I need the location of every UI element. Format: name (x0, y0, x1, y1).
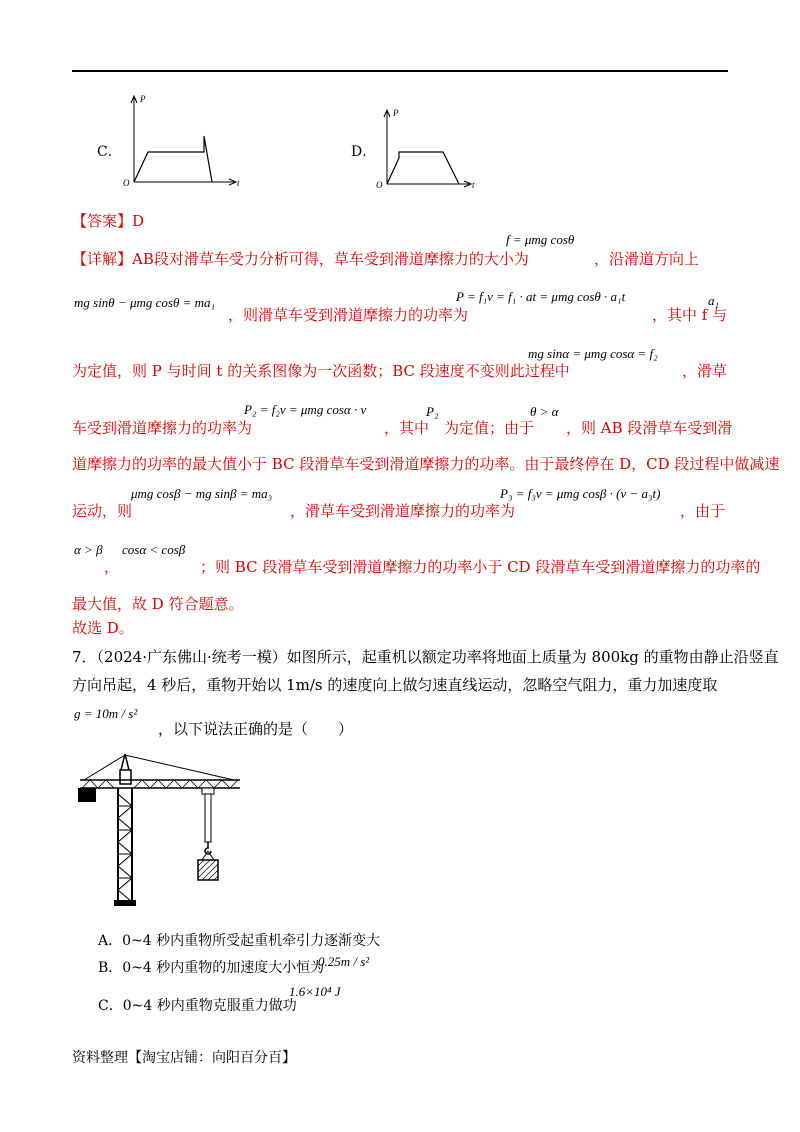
detail-text: 车受到滑道摩擦力的功率为 (72, 419, 253, 437)
detail-text: ， (104, 558, 120, 576)
detail-text: ；则 BC 段滑草车受到滑道摩擦力的功率小于 CD 段滑草车受到滑道摩擦力的功率的 (200, 558, 761, 576)
math-f: f = μmg cosθ (506, 232, 575, 247)
option-c: C．0~4 秒内重物克服重力做功 (98, 998, 297, 1014)
detail-text: 为定值，则 P 与时间 t 的关系图像为一次函数；BC 段速度不变则此过程中 (72, 362, 570, 380)
detail-text: 最大值，故 D 符合题意。 (72, 595, 244, 613)
option-c-label: C． (97, 144, 122, 160)
math-option-b: 0.25m / s² (318, 954, 370, 969)
question-7-text: 7．（2024·广东佛山·统考一模）如图所示，起重机以额定功率将地面上质量为 800kg 的重物由静止沿竖直 (72, 648, 779, 666)
math-power-cd: P₃ = f₃v = μmg cosβ · (v − a₃t) (500, 486, 661, 501)
math-gravity: g = 10m / s² (74, 706, 138, 721)
graph-c-curve (134, 136, 212, 182)
detail-text: ，其中 f 与 (652, 306, 728, 324)
graph-c-origin: O (123, 178, 130, 188)
option-d-label: D． (351, 144, 377, 160)
detail-text: ，沿滑道方向上 (594, 250, 700, 268)
math-motion-ab: mg sinθ − μmg cosθ = ma₁ (74, 295, 216, 310)
detail-text: 运动，则 (72, 502, 133, 520)
answer-value: D (132, 212, 145, 230)
detail-text: ，其中 (384, 419, 430, 437)
option-a: A．0~4 秒内重物所受起重机牵引力逐渐变大 (98, 933, 381, 949)
question-7-text: ，以下说法正确的是（ ） (158, 720, 354, 738)
graph-c (118, 92, 248, 192)
graph-d-x-label: t (472, 180, 475, 190)
detail-label: 【详解】 (72, 250, 133, 268)
math-motion-cd: μmg cosβ − mg sinβ = ma₃ (131, 486, 273, 501)
graph-d-curve (387, 152, 459, 184)
math-a1: a₁ (708, 293, 720, 308)
detail-text: AB段对滑草车受力分析可得，草车受到滑道摩擦力的大小为 (132, 250, 529, 268)
answer-label: 【答案】 (72, 212, 133, 230)
math-balance-bc: mg sinα = μmg cosα = f₂ (528, 346, 658, 361)
header-rule (72, 70, 728, 72)
math-theta-alpha: θ > α (530, 404, 559, 419)
graph-c-x-label: t (237, 178, 240, 188)
question-7-text: 方向吊起，4 秒后，重物开始以 1m/s 的速度向上做匀速直线运动，忽略空气阻力，重力加速度取 (72, 676, 718, 694)
detail-line-1 (72, 248, 529, 269)
option-b: B．0~4 秒内重物的加速度大小恒为 (98, 960, 325, 976)
detail-text: 道摩擦力的功率的最大值小于 BC 段滑草车受到滑道摩擦力的功率。由于最终停在 D，CD 段过程中做减速 (72, 455, 780, 473)
graph-d-y-label: P (393, 108, 399, 118)
detail-text: ，则 AB 段滑草车受到滑 (566, 419, 733, 437)
math-cos-compare: cosα < cosβ (122, 542, 186, 557)
math-alpha-beta: α > β (74, 542, 103, 557)
detail-text: ，由于 (680, 502, 726, 520)
detail-text: 故选 D。 (72, 619, 134, 637)
math-p2: P₂ (426, 404, 439, 419)
graph-d (373, 108, 483, 188)
answer-line (72, 210, 144, 231)
math-power-ab: P = f₁v = f₁ · at = μmg cosθ · a₁t (456, 289, 626, 304)
math-option-c: 1.6×10⁴ J (289, 984, 341, 999)
detail-text: ，则滑草车受到滑道摩擦力的功率为 (228, 306, 469, 324)
detail-text: ，滑草车受到滑道摩擦力的功率为 (290, 502, 516, 520)
detail-text: ，滑草 (682, 362, 728, 380)
footer-text: 资料整理【淘宝店铺：向阳百分百】 (72, 1050, 296, 1066)
math-power-bc: P₂ = f₂v = μmg cosα · v (244, 402, 367, 417)
crane-illustration (74, 750, 244, 910)
graph-d-origin: O (376, 180, 383, 190)
graph-c-y-label: P (140, 94, 146, 104)
detail-text: 为定值；由于 (444, 419, 535, 437)
